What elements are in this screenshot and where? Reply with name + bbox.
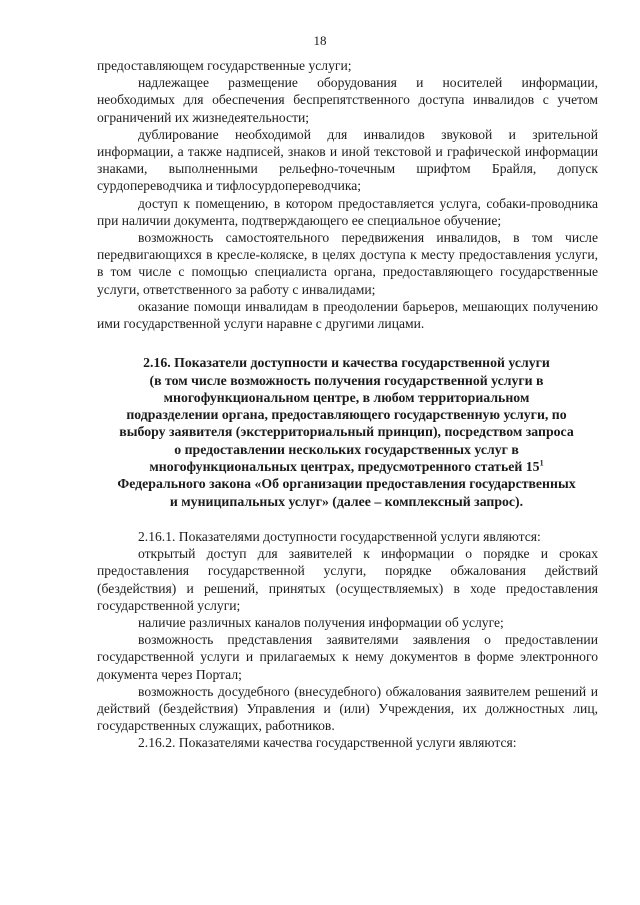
heading-line-text: многофункциональных центрах, предусмотренного статьей 15 (149, 459, 540, 475)
page-number: 18 (313, 33, 327, 48)
heading-line: подразделении органа, предоставляющего государственную услуги, по (126, 407, 567, 423)
body-paragraph: надлежащее размещение оборудования и носителей информации, необходимых для обеспечения беспрепятственного доступа инвалидов с учетом ограничений их жизнедеятельности; (97, 75, 598, 125)
body-paragraph: оказание помощи инвалидам в преодолении барьеров, мешающих получению ими государственной услуги наравне с другими лицами. (97, 298, 598, 332)
body-paragraph: открытый доступ для заявителей к информации о порядке и сроках предоставления государственной услуги, порядке обжалования действий (бездействия) и решений, принятых (осуществляемых) в ходе предоставления государственной услуги; (97, 546, 598, 613)
heading-line: Федерального закона «Об организации предоставления государственных (117, 476, 576, 492)
heading-line: (в том числе возможность получения государственной услуги в (149, 372, 544, 388)
body-paragraph: возможность самостоятельного передвижения инвалидов, в том числе передвигающихся в кресле-коляске, в целях доступа к месту предоставления услуги, в том числе с помощью специалиста органа, предоставляющего государственные услуги, ответственного за работу с инвалидами; (97, 230, 598, 297)
body-paragraph: возможность представления заявителями заявления о предоставлении государственной услуги и прилагаемых к нему документов в форме электронного документа через Портал; (97, 632, 598, 682)
paragraph-group-bottom (97, 528, 598, 752)
footnote-superscript: 1 (539, 458, 544, 468)
body-paragraph: наличие различных каналов получения информации об услуге; (138, 614, 504, 630)
heading-line-with-footnote (97, 458, 596, 475)
heading-line: 2.16. Показатели доступности и качества государственной услуги (143, 355, 550, 371)
body-paragraph: доступ к помещению, в котором предоставляется услуга, собаки-проводника при наличии документа, подтверждающего ее специальное обучение; (97, 195, 598, 228)
paragraph-group-top (97, 57, 598, 332)
document-body (97, 57, 598, 752)
body-paragraph: предоставляющем государственные услуги; (97, 58, 352, 73)
heading-line: многофункциональном центре, в любом территориальном (163, 389, 530, 405)
heading-line: о предоставлении нескольких государственных услуг в (174, 441, 519, 457)
heading-line: и муниципальных услуг» (далее – комплексный запрос). (169, 493, 524, 509)
body-paragraph: 2.16.1. Показателями доступности государственной услуги являются: (138, 528, 541, 544)
body-paragraph: дублирование необходимой для инвалидов звуковой и зрительной информации, а также надписей, знаков и иной текстовой и графической информации знаками, выполненными рельефно-точечным шрифтом Брайля, допуск сурдопереводчика и тифлосурдопереводчика; (97, 126, 598, 194)
section-heading (97, 354, 598, 510)
body-paragraph: 2.16.2. Показателями качества государственной услуги являются: (138, 735, 517, 751)
heading-line: выбору заявителя (экстерриториальный принцип), посредством запроса (119, 424, 574, 440)
body-paragraph: возможность досудебного (внесудебного) обжалования заявителем решений и действий (бездействия) Управления и (или) Учреждения, их должностных лиц, государственных служащих, работников. (97, 683, 598, 734)
